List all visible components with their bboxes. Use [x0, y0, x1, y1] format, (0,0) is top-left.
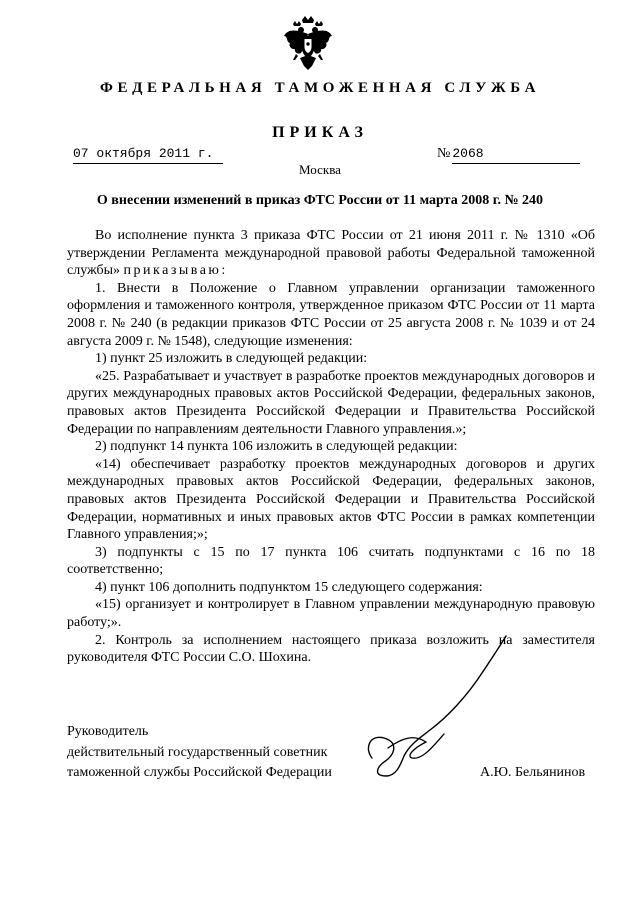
coat-of-arms-emblem — [282, 14, 334, 72]
order-number: 2068 — [452, 146, 580, 164]
paragraph-2: 2. Контроль за исполнением настоящего приказа возложить на заместителя руководителя ФТС России С.О. Шохина. — [67, 632, 595, 666]
city: Москва — [299, 162, 341, 177]
signatory-name: А.Ю. Бельянинов — [480, 765, 586, 780]
intro-paragraph — [67, 227, 595, 280]
subparagraph-1-text: «25. Разрабатывает и участвует в разработке проектов международных договоров и других международных правовых актов Российской Федерации, федеральных законов, правовых актов Президента Российской Федерации и Правительства Российской Федерации по направлениям деятельности Главного управления.»; — [67, 368, 595, 437]
subparagraph-4: 4) пункт 106 дополнить подпунктом 15 следующего содержания: — [95, 579, 483, 595]
order-body — [67, 227, 595, 667]
subparagraph-1: 1) пункт 25 изложить в следующей редакции: — [95, 351, 368, 367]
signatory-line-2: действительный государственный советник — [67, 744, 328, 760]
subparagraph-2: 2) подпункт 14 пункта 106 изложить в следующей редакции: — [95, 439, 458, 455]
signatory-line-3: таможенной службы Российской Федерации — [67, 765, 332, 780]
agency-name: ФЕДЕРАЛЬНАЯ ТАМОЖЕННАЯ СЛУЖБА — [99, 80, 541, 96]
paragraph-1: 1. Внести в Положение о Главном управлении организации таможенного оформления и таможенного контроля, утвержденное приказом ФТС России от 11 марта 2008 г. № 240 (в редакции приказов ФТС России от 25 августа 2008 г. № 1039 и от 24 августа 2009 г. № 1548), следующие изменения: — [67, 280, 595, 349]
subparagraph-4-text: «15) организует и контролирует в Главном управлении международную правовую работу;». — [67, 597, 595, 631]
order-title: О внесении изменений в приказ ФТС России от 11 марта 2008 г. № 240 — [96, 193, 544, 208]
intro-text: Во исполнение пункта 3 приказа ФТС России от 21 июня 2011 г. № 1310 «Об утверждении Регламента международной правовой работы Федеральной таможенной службы» — [67, 228, 595, 279]
document-type: ПРИКАЗ — [272, 124, 368, 141]
number-sign: № — [437, 146, 451, 161]
signatory-line-1: Руководитель — [67, 724, 149, 739]
order-date: 07 октября 2011 г. — [73, 146, 223, 164]
subparagraph-3: 3) подпункты с 15 по 17 пункта 106 считать подпунктами с 16 по 18 соответственно; — [67, 544, 595, 578]
subparagraph-2-text: «14) обеспечивает разработку проектов международных договоров и других международных правовых актов Российской Федерации, федеральных законов, правовых актов Президента Российской Федерации и Правительства Российской Федерации, нормативных и иных правовых актов ФТС России в рамках компетенции Главного управления;»; — [67, 456, 595, 543]
intro-command: приказываю: — [123, 263, 228, 279]
signatory-title — [67, 722, 332, 784]
